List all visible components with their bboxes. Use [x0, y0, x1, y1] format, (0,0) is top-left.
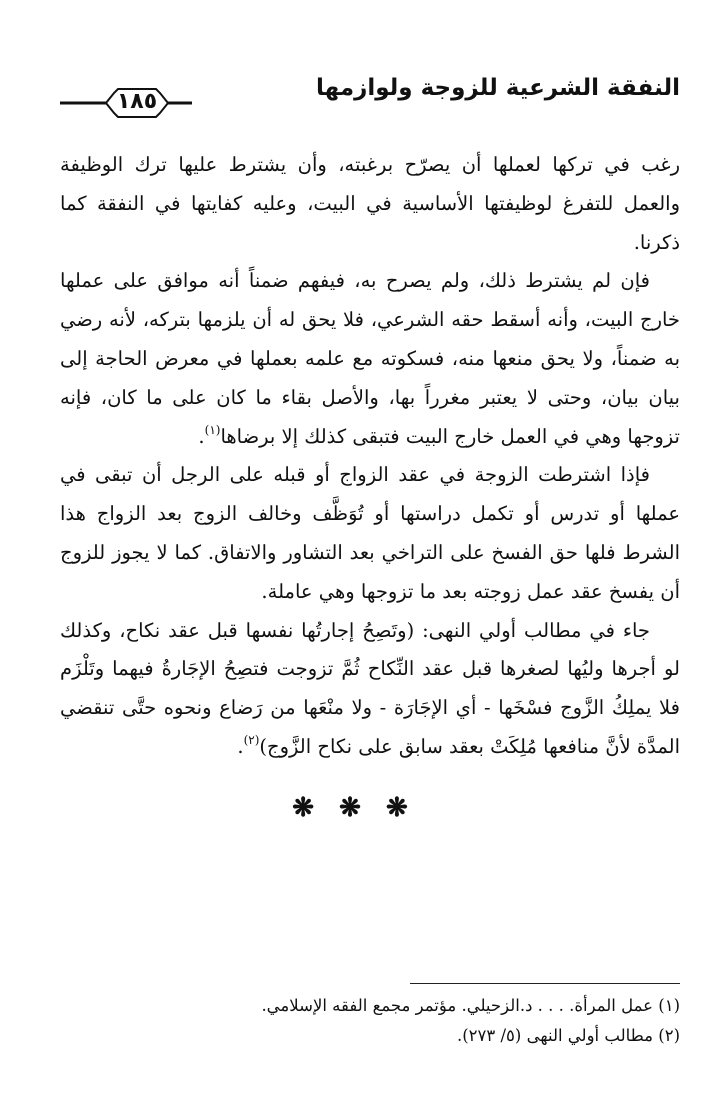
page-number: ١٨٥: [116, 89, 158, 114]
running-title: النفقة الشرعية للزوجة ولوازمها: [316, 75, 680, 101]
body-text: [60, 146, 680, 767]
footnote-ref: (١): [204, 422, 221, 437]
paragraph: جاء في مطالب أولي النهى: (وتَصِحُ إجارتُها نفسها قبل عقد نكاح، وكذلك لو أجرها وليُها لصغرها قبل عقد النِّكاح ثُمَّ تزوجت فتصِحُ الإجَارةُ فيهما وتَلْزَم فلا يملِكُ الزَّوج فسْخَها - أي الإجَارَة - ولا منْعَها من رَضاع ونحوه حتَّى تنقضي المدَّة لأنَّ منافعها مُلِكَتْ بعقد سابق على نكاح الزَّوج)$^{(٢)}$.: [60, 618, 680, 758]
page-header: [60, 72, 680, 130]
footnote-divider: [410, 983, 680, 984]
footnote-ref: (٢): [243, 732, 260, 747]
footnote: (١) عمل المرأة. . . . د.الزحيلي. مؤتمر مجمع الفقه الإسلامي.: [261, 996, 680, 1015]
footnotes: [60, 991, 680, 1051]
paragraph: رغب في تركها لعملها أن يصرّح برغبته، وأن يشترط عليها ترك الوظيفة والعمل للتفرغ لوظيفتها الأساسية في البيت، وعليه كفايتها في النفقة كما ذكرنا.: [60, 153, 680, 254]
page-number-ornament: [60, 86, 192, 120]
section-separator: ❋ ❋ ❋: [292, 793, 416, 823]
paragraph: فإذا اشترطت الزوجة في عقد الزواج أو قبله على الرجل أن تبقى في عملها أو تدرس أو تكمل دراستها أو تُوَظَّف وخالف الزوج بعد الزواج هذا الشرط فلها حق الفسخ على التراخي بعد التشاور والاتفاق. كما لا يجوز للزوج أن يفسخ عقد عمل زوجته بعد ما تزوجها وهي عاملة.: [60, 463, 680, 603]
paragraph: فإن لم يشترط ذلك، ولم يصرح به، فيفهم ضمناً أنه موافق على عملها خارج البيت، وأنه أسقط حقه الشرعي، فلا يحق له أن يلزمها بتركه، لأنه رضي به ضمناً، ولا يحق منعها منه، فسكوته مع علمه بعملها في معرض الحاجة إلى بيان بيان، وحتى لا يعتبر مغرراً بها، والأصل بقاء ما كان على ما كان، فإنه تزوجها وهي في العمل خارج البيت فتبقى كذلك إلا برضاها$^{(١)}$.: [60, 269, 680, 448]
footnote: (٢) مطالب أولي النهى (٥/ ٢٧٣).: [456, 1026, 680, 1045]
